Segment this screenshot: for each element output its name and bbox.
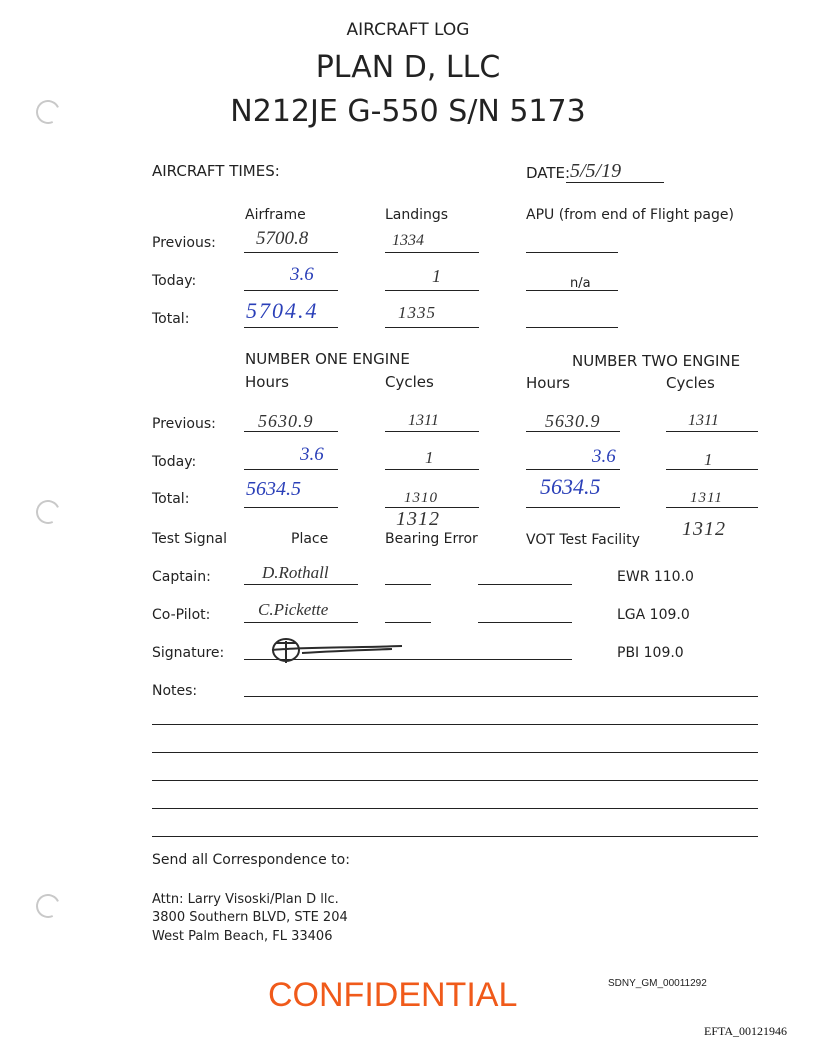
date-label: DATE: (526, 164, 571, 182)
e2-hours-total: 5634.5 (540, 474, 601, 499)
e2-hours-today: 3.6 (592, 446, 616, 467)
row-label: Previous: (152, 235, 216, 251)
field-line (526, 327, 618, 328)
col-airframe: Airframe (245, 207, 306, 223)
e2-cycles-total: 1311 (690, 490, 723, 506)
notes-line (244, 696, 758, 697)
engine1-title: NUMBER ONE ENGINE (245, 350, 410, 368)
airframe-previous: 5700.8 (256, 228, 309, 249)
facility-item: PBI 109.0 (617, 645, 684, 661)
binder-hole-icon (33, 497, 64, 528)
e2-cycles-previous: 1311 (688, 412, 719, 429)
e1-hours-today: 3.6 (300, 444, 324, 465)
aircraft-id: N212JE G-550 S/N 5173 (230, 94, 586, 129)
address-line: Attn: Larry Visoski/Plan D llc. (152, 892, 339, 907)
e1-cycles-previous: 1311 (408, 412, 439, 429)
doc-type: AIRCRAFT LOG (346, 20, 470, 40)
row-label: Today: (152, 273, 197, 289)
field-line (385, 584, 431, 585)
e2-col-hours: Hours (526, 374, 570, 392)
test-signal-label: Test Signal (152, 531, 228, 547)
field-line (244, 290, 338, 291)
col-apu: APU (from end of Flight page) (526, 207, 734, 223)
field-line (526, 252, 618, 253)
field-line (244, 327, 338, 328)
field-line (244, 469, 338, 470)
field-line (244, 507, 338, 508)
landings-previous: 1334 (392, 232, 424, 249)
field-line (666, 507, 758, 508)
e1-hours-previous: 5630.9 (258, 411, 314, 431)
notes-label: Notes: (152, 683, 198, 699)
signature-label: Signature: (152, 645, 225, 661)
copilot-name: C.Pickette (258, 600, 329, 619)
airframe-total: 5704.4 (246, 298, 319, 323)
field-line (385, 469, 479, 470)
place-label: Place (291, 531, 329, 547)
date-value: 5/5/19 (570, 160, 622, 182)
e1-hours-total: 5634.5 (246, 478, 301, 500)
bates-number: SDNY_GM_00011292 (608, 978, 707, 989)
notes-line (152, 780, 758, 781)
row-label: Today: (152, 454, 197, 470)
landings-today: 1 (432, 266, 441, 286)
e2-cycles-correction: 1312 (682, 518, 726, 540)
bearing-error-label: Bearing Error (385, 531, 478, 547)
efta-number: EFTA_00121946 (704, 1024, 788, 1038)
e1-col-hours: Hours (245, 373, 289, 391)
e2-cycles-today: 1 (704, 450, 713, 469)
field-line (666, 431, 758, 432)
captain-label: Captain: (152, 569, 211, 585)
field-line (526, 507, 620, 508)
field-line (244, 584, 358, 585)
notes-line (152, 724, 758, 725)
address-line: 3800 Southern BLVD, STE 204 (152, 910, 348, 925)
company-name: PLAN D, LLC (315, 50, 501, 85)
field-line (385, 290, 479, 291)
notes-line (152, 836, 758, 837)
facility-item: EWR 110.0 (617, 569, 694, 585)
row-label: Total: (152, 311, 190, 327)
airframe-today: 3.6 (290, 264, 314, 285)
confidential-stamp: CONFIDENTIAL (268, 976, 518, 1014)
notes-line (152, 752, 758, 753)
e2-col-cycles: Cycles (666, 374, 715, 392)
e1-cycles-correction: 1312 (396, 508, 440, 530)
row-label: Previous: (152, 416, 216, 432)
e1-cycles-today: 1 (425, 448, 434, 467)
field-line (244, 252, 338, 253)
field-line (244, 622, 358, 623)
field-line (385, 327, 479, 328)
field-line (526, 469, 620, 470)
col-landings: Landings (385, 207, 449, 223)
correspondence-heading: Send all Correspondence to: (152, 852, 350, 868)
address-line: West Palm Beach, FL 33406 (152, 929, 333, 944)
field-line (385, 431, 479, 432)
aircraft-times-label: AIRCRAFT TIMES: (152, 162, 280, 180)
row-label: Total: (152, 491, 190, 507)
e1-col-cycles: Cycles (385, 373, 434, 391)
apu-today: n/a (570, 276, 591, 291)
field-line (385, 252, 479, 253)
captain-name: D.Rothall (262, 563, 329, 582)
signature-scribble (262, 633, 412, 665)
e2-hours-previous: 5630.9 (545, 411, 601, 431)
facility-item: LGA 109.0 (617, 607, 690, 623)
notes-line (152, 808, 758, 809)
binder-hole-icon (33, 891, 64, 922)
field-line (478, 584, 572, 585)
landings-total: 1335 (398, 303, 436, 322)
field-line (385, 622, 431, 623)
engine2-title: NUMBER TWO ENGINE (572, 352, 741, 370)
field-line (478, 622, 572, 623)
copilot-label: Co-Pilot: (152, 607, 211, 623)
e1-cycles-total: 1310 (404, 490, 438, 506)
vot-facility-label: VOT Test Facility (526, 532, 640, 548)
